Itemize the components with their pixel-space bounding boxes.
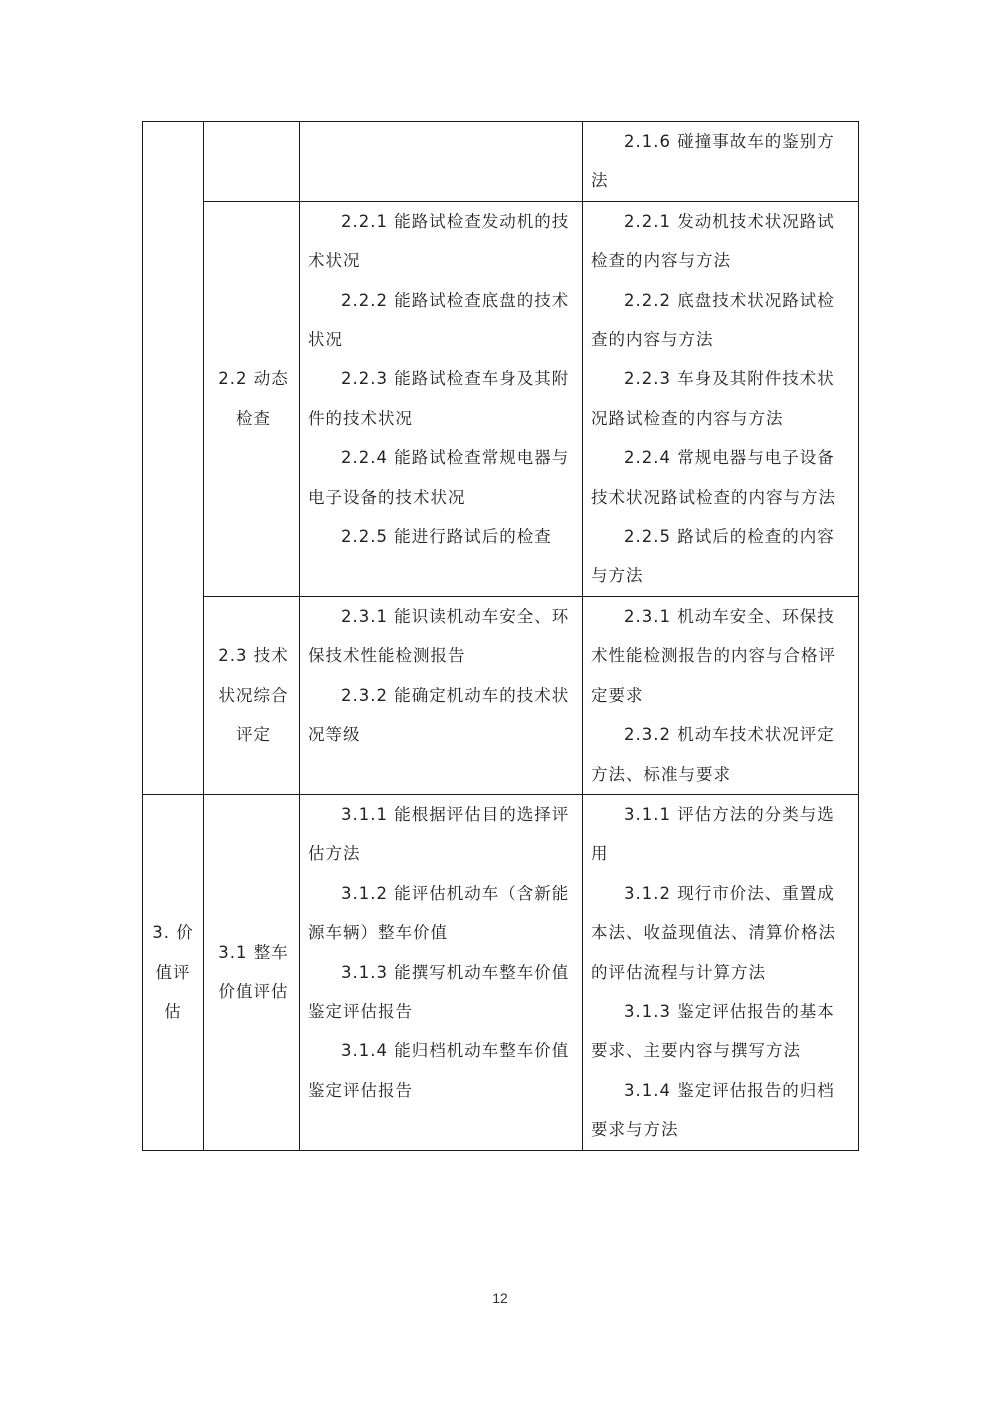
unit-label: 2.3 技术状况综合评定 <box>218 646 289 745</box>
skill-cell-continued <box>300 122 583 202</box>
function-cell-continued <box>143 122 204 795</box>
unit-cell <box>204 201 300 596</box>
knowledge-item: 3.1.3 鉴定评估报告的基本要求、主要内容与撰写方法 <box>591 1001 835 1061</box>
skill-cell <box>300 201 583 596</box>
function-cell <box>143 794 204 1150</box>
skill-item: 2.2.1 能路试检查发动机的技术状况 <box>308 211 570 271</box>
knowledge-item: 3.1.2 现行市价法、重置成本法、收益现值法、清算价格法的评估流程与计算方法 <box>591 883 836 982</box>
table-row <box>143 596 859 794</box>
knowledge-item: 2.3.2 机动车技术状况评定方法、标准与要求 <box>591 725 835 784</box>
skill-item: 3.1.4 能归档机动车整车价值鉴定评估报告 <box>308 1041 570 1100</box>
knowledge-cell <box>583 122 859 202</box>
skill-cell <box>300 794 583 1150</box>
knowledge-item: 2.2.5 路试后的检查的内容与方法 <box>591 527 835 586</box>
knowledge-item: 2.2.1 发动机技术状况路试检查的内容与方法 <box>591 211 835 271</box>
unit-cell-continued <box>204 122 300 202</box>
knowledge-cell <box>583 201 859 596</box>
unit-label: 2.2 动态检查 <box>218 369 289 428</box>
skill-item: 3.1.3 能撰写机动车整车价值鉴定评估报告 <box>308 962 570 1021</box>
table-row <box>143 794 859 1150</box>
function-label: 3. 价值评估 <box>152 923 194 1021</box>
skill-item: 2.3.1 能识读机动车安全、环保技术性能检测报告 <box>308 606 570 666</box>
page-number: 12 <box>492 1290 508 1306</box>
knowledge-item: 3.1.1 评估方法的分类与选用 <box>591 804 835 864</box>
unit-cell <box>204 794 300 1150</box>
knowledge-cell <box>583 596 859 794</box>
knowledge-item: 3.1.4 鉴定评估报告的归档要求与方法 <box>591 1080 835 1140</box>
table-row <box>143 122 859 202</box>
skill-item: 2.2.3 能路试检查车身及其附件的技术状况 <box>308 369 570 428</box>
skill-item: 2.2.4 能路试检查常规电器与电子设备的技术状况 <box>308 448 570 507</box>
knowledge-item: 2.1.6 碰撞事故车的鉴别方法 <box>591 132 835 191</box>
skill-item: 3.1.1 能根据评估目的选择评估方法 <box>308 804 570 864</box>
knowledge-item: 2.3.1 机动车安全、环保技术性能检测报告的内容与合格评定要求 <box>591 606 836 705</box>
skill-item: 3.1.2 能评估机动车（含新能源车辆）整车价值 <box>308 883 570 943</box>
unit-cell <box>204 596 300 794</box>
unit-label: 3.1 整车价值评估 <box>218 942 289 1002</box>
skill-standard-table <box>142 121 859 1151</box>
table-row <box>143 201 859 596</box>
knowledge-cell <box>583 794 859 1150</box>
knowledge-item: 2.2.3 车身及其附件技术状况路试检查的内容与方法 <box>591 369 835 428</box>
skill-cell <box>300 596 583 794</box>
knowledge-item: 2.2.2 底盘技术状况路试检查的内容与方法 <box>591 290 835 350</box>
skill-item: 2.3.2 能确定机动车的技术状况等级 <box>308 685 570 745</box>
skill-item: 2.2.5 能进行路试后的检查 <box>341 527 552 547</box>
knowledge-item: 2.2.4 常规电器与电子设备技术状况路试检查的内容与方法 <box>591 448 836 507</box>
skill-item: 2.2.2 能路试检查底盘的技术状况 <box>308 290 570 350</box>
